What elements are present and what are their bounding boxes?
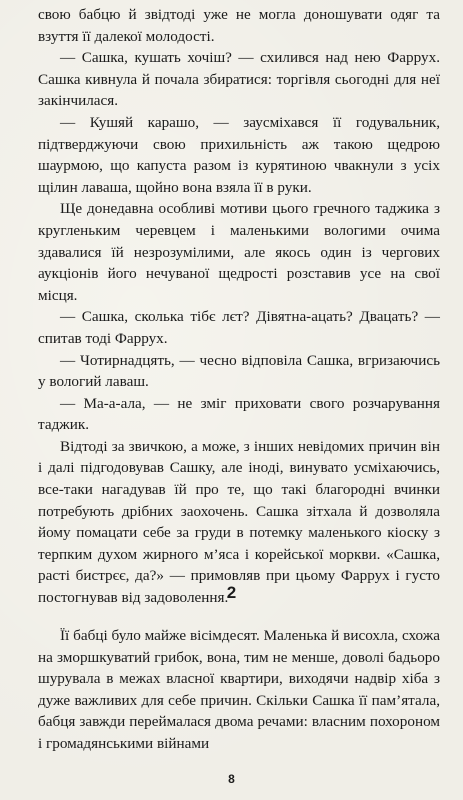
paragraph-continuation: свою бабцю й звідтоді уже не могла доношувати одяг та взуття її далекої молодості.	[38, 6, 440, 45]
page-number: 8	[228, 772, 235, 786]
paragraph: Її бабці було майже вісімдесят. Маленька й висохла, схожа на зморшкуватий грибок, вона, тим не менше, доволі бадьоро шурувала в межах власної квартири, виходячи надвір хіба з дуже важливих для себе причин. Скільки Сашка її пам’ятала, бабця завжди переймалася двома речами: власним похороном і громадянськими війнами	[38, 627, 440, 752]
chapter-number: 2	[226, 583, 237, 602]
text-section-bottom	[38, 625, 440, 755]
text-section-top	[38, 4, 440, 609]
paragraph: Ще донедавна особливі мотиви цього гречного таджика з кругленьким черевцем і маленькими вологими очима здавалися їй незрозумілими, але якось один із чергових аукціонів його нечуваної щедрості розставив усе на свої місця.	[38, 200, 440, 304]
paragraph: Відтоді за звичкою, а може, з інших невідомих причин він і далі підгодовував Сашку, але іноді, винувато усміхаючись, все-таки нагадував їй про те, що такі благородні вчинки потребують дрібних заохочень. Сашка зітхала й дозволяла йому помацати себе за груди в потемку маленького кіоску з терпким духом жирного м’яса і корейської моркви. «Сашка, расті бистрєє, да?» — примовляв при цьому Фаррух і густо постогнував від задоволення.	[38, 437, 440, 607]
paragraph-dialogue: — Чотирнадцять, — чесно відповіла Сашка, вгризаючись у вологий лаваш.	[38, 351, 440, 391]
paragraph-dialogue: — Сашка, сколька тібє лєт? Дівятна-ацать? Двацать? — спитав тоді Фаррух.	[38, 308, 440, 347]
paragraph-dialogue: — Кушяй карашо, — заусміхався її годувальник, підтверджуючи свою прихильність аж такою щедрою шаурмою, що капуста разом із курятиною чвакнули з усіх щілин лаваша, щойно вона взяла її в руки.	[38, 113, 440, 196]
paragraph-dialogue: — Сашка, кушать хочіш? — схилився над нею Фаррух. Сашка кивнула й почала збиратися: торгівля сьогодні для неї закінчилася.	[38, 49, 440, 110]
paragraph-dialogue: — Ма-а-ала, — не зміг приховати свого розчарування таджик.	[38, 394, 440, 434]
